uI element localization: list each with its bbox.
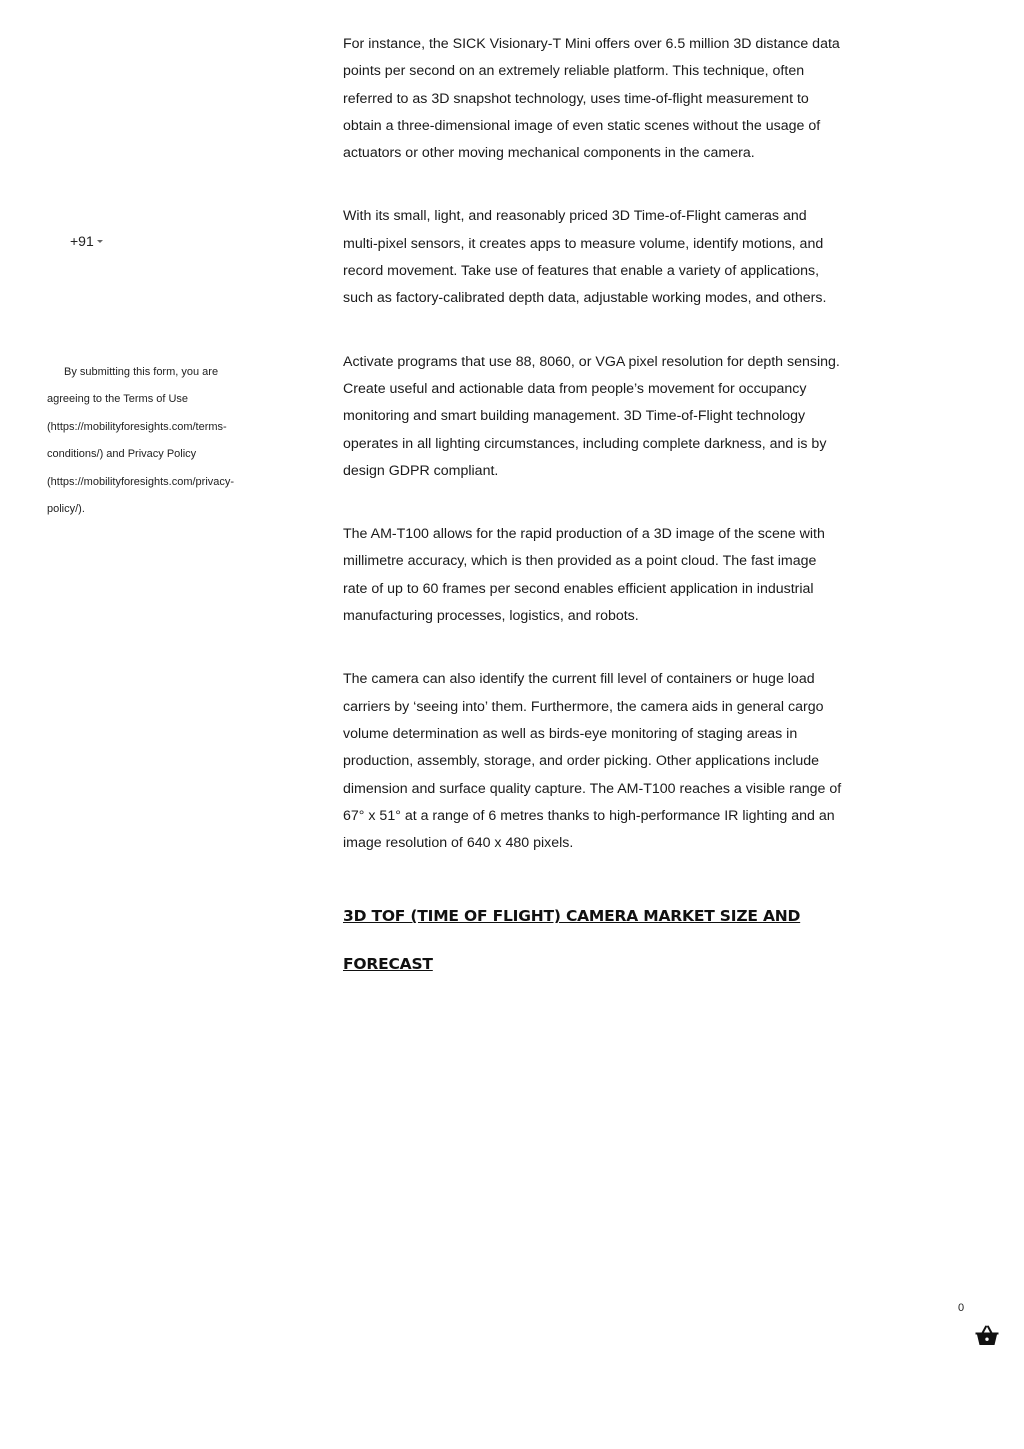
cart-count-badge: 0 xyxy=(958,1302,965,1314)
article-paragraph: The AM-T100 allows for the rapid production of a 3D image of the scene with millimetre accuracy, which is then provided as a point cloud. The fast image rate of up to 60 frames per second enables efficient application in industrial manufacturing processes, logistics, and robots. xyxy=(343,526,825,625)
chevron-down-icon xyxy=(97,240,103,243)
section-heading: 3D TOF (TIME OF FLIGHT) CAMERA MARKET SIZE AND FORECAST xyxy=(343,907,801,973)
contact-form-sidebar xyxy=(0,0,300,1449)
article-paragraph: With its small, light, and reasonably priced 3D Time-of-Flight cameras and multi-pixel sensors, it creates apps to measure volume, identify motions, and record movement. Take use of features that enable a variety of applications, such as factory-calibrated depth data, adjustable working modes, and others. xyxy=(343,208,827,307)
country-code-select[interactable] xyxy=(70,231,103,251)
country-code-value: +91 xyxy=(70,233,94,249)
article-paragraph: For instance, the SICK Visionary-T Mini offers over 6.5 million 3D distance data points per second on an extremely reliable platform. This technique, often referred to as 3D snapshot technology, uses time-of-flight measurement to obtain a three-dimensional image of even static scenes without the usage of actuators or other moving mechanical components in the camera. xyxy=(343,36,840,162)
article-paragraph: The camera can also identify the current fill level of containers or huge load carriers by ‘seeing into’ them. Furthermore, the camera aids in general cargo volume determination as well as birds-eye monitoring of staging areas in production, assembly, storage, and order picking. Other applications include dimension and surface quality capture. The AM-T100 reaches a visible range of 67° x 51° at a range of 6 metres thanks to high-performance IR lighting and an image resolution of 640 x 480 pixels. xyxy=(343,671,842,852)
article-content xyxy=(343,31,843,988)
basket-icon xyxy=(975,1324,999,1346)
form-consent-text: By submitting this form, you are agreeing to the Terms of Use (https://mobilityforesights.com/terms-conditions/) and Privacy Policy (https://mobilityforesights.com/privacy-policy/). xyxy=(47,366,235,516)
article-paragraph: Activate programs that use 88, 8060, or VGA pixel resolution for depth sensing. Create useful and actionable data from people’s movement for occupancy monitoring and smart building management. 3D Time-of-Flight technology operates in all lighting circumstances, including complete darkness, and is by design GDPR compliant. xyxy=(343,353,840,479)
cart-button[interactable] xyxy=(958,1300,1008,1350)
